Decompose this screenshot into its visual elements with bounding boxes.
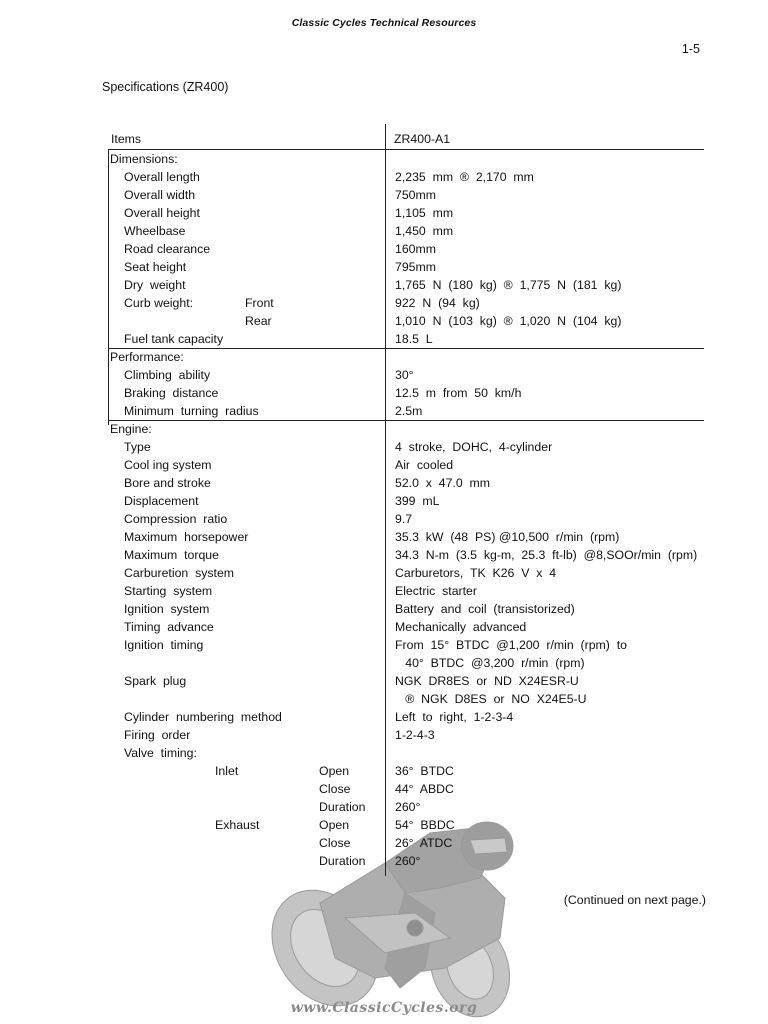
row-value: Air cooled <box>395 458 454 472</box>
row-subsublabel: Close <box>319 782 351 796</box>
row-sublabel: Exhaust <box>215 818 260 832</box>
row-value: From 15° BTDC @1,200 r/min (rpm) to <box>395 638 627 652</box>
table-row <box>0 294 768 312</box>
row-label: Wheelbase <box>124 224 186 238</box>
table-row <box>0 492 768 510</box>
table-row <box>0 420 768 438</box>
row-value: 30° <box>395 368 414 382</box>
row-value: 1,105 mm <box>395 206 454 220</box>
table-row <box>0 438 768 456</box>
row-label: Overall height <box>124 206 200 220</box>
row-subsublabel: Open <box>319 764 350 778</box>
table-row <box>0 564 768 582</box>
row-label: Curb weight: <box>124 296 194 310</box>
row-value: 26° ATDC <box>395 836 453 850</box>
row-label: Fuel tank capacity <box>124 332 224 346</box>
page-title: Specifications (ZR400) <box>102 80 229 94</box>
row-value: NGK DR8ES or ND X24ESR-U <box>395 674 579 688</box>
table-row <box>0 816 768 834</box>
row-label: Timing advance <box>124 620 214 634</box>
row-label: Starting system <box>124 584 213 598</box>
table-row <box>0 168 768 186</box>
row-value: 18.5 L <box>395 332 433 346</box>
row-label: Overall width <box>124 188 196 202</box>
row-label: Road clearance <box>124 242 211 256</box>
row-value: 795mm <box>395 260 437 274</box>
table-row <box>0 402 768 420</box>
row-label: Spark plug <box>124 674 187 688</box>
table-row <box>0 474 768 492</box>
row-label: Dimensions: <box>110 152 178 166</box>
row-value: 34.3 N-m (3.5 kg-m, 25.3 ft-lb) @8,SOOr/min (rpm) <box>395 548 698 562</box>
row-value: 2.5m <box>395 404 423 418</box>
row-subsublabel: Duration <box>319 854 366 868</box>
row-value: Left to right, 1-2-3-4 <box>395 710 514 724</box>
table-row <box>0 798 768 816</box>
watermark-site: www.ClassicCycles.org <box>290 1000 478 1016</box>
row-subsublabel: Duration <box>319 800 366 814</box>
table-row <box>0 150 768 168</box>
row-sublabel: Inlet <box>215 764 239 778</box>
row-value: 4 stroke, DOHC, 4-cylinder <box>395 440 553 454</box>
table-row <box>0 582 768 600</box>
row-value: Carburetors, TK K26 V x 4 <box>395 566 557 580</box>
row-subsublabel: Close <box>319 836 351 850</box>
row-label: Ignition system <box>124 602 210 616</box>
table-row <box>0 744 768 762</box>
row-value: 1,450 mm <box>395 224 454 238</box>
row-value: 36° BTDC <box>395 764 454 778</box>
row-label: Type <box>124 440 151 454</box>
column-header-model: ZR400-A1 <box>394 132 451 146</box>
table-row <box>0 636 768 654</box>
table-row <box>0 222 768 240</box>
row-label: Carburetion system <box>124 566 235 580</box>
row-label: Cylinder numbering method <box>124 710 282 724</box>
row-label: Overall length <box>124 170 200 184</box>
row-label: Performance: <box>110 350 184 364</box>
column-header-items: Items <box>111 132 142 146</box>
row-value: 160mm <box>395 242 437 256</box>
row-label: Maximum torque <box>124 548 219 562</box>
row-value: Mechanically advanced <box>395 620 527 634</box>
table-row <box>0 384 768 402</box>
table-row <box>0 546 768 564</box>
row-sublabel: Rear <box>245 314 272 328</box>
row-label: Minimum turning radius <box>124 404 259 418</box>
table-row <box>0 186 768 204</box>
row-label: Maximum horsepower <box>124 530 249 544</box>
row-label: Engine: <box>110 422 152 436</box>
row-value: 922 N (94 kg) <box>395 296 480 310</box>
row-label: Valve timing: <box>124 746 197 760</box>
row-value: 2,235 mm ® 2,170 mm <box>395 170 534 184</box>
row-label: Displacement <box>124 494 199 508</box>
row-value: 35.3 kW (48 PS) @10,500 r/min (rpm) <box>395 530 620 544</box>
row-sublabel: Front <box>245 296 274 310</box>
table-row <box>0 204 768 222</box>
table-row <box>0 330 768 348</box>
row-value: 1,765 N (180 kg) ® 1,775 N (181 kg) <box>395 278 622 292</box>
row-subsublabel: Open <box>319 818 350 832</box>
table-row <box>0 672 768 690</box>
table-row <box>0 366 768 384</box>
row-value: 1-2-4-3 <box>395 728 435 742</box>
table-row <box>0 528 768 546</box>
table-row <box>0 762 768 780</box>
continued-note: (Continued on next page.) <box>563 893 706 907</box>
table-row <box>0 348 768 366</box>
row-value: 40° BTDC @3,200 r/min (rpm) <box>395 656 585 670</box>
row-value: 9.7 <box>395 512 413 526</box>
row-label: Compression ratio <box>124 512 228 526</box>
row-value: Battery and coil (transistorized) <box>395 602 575 616</box>
row-value: 260° <box>395 854 421 868</box>
table-row <box>0 600 768 618</box>
table-row <box>0 780 768 798</box>
publisher-header: Classic Cycles Technical Resources <box>291 17 477 29</box>
table-row <box>0 258 768 276</box>
table-row <box>0 690 768 708</box>
row-value: Electric starter <box>395 584 477 598</box>
table-row <box>0 240 768 258</box>
row-value: 399 mL <box>395 494 440 508</box>
table-row <box>0 510 768 528</box>
row-value: 52.0 x 47.0 mm <box>395 476 491 490</box>
row-label: Ignition timing <box>124 638 204 652</box>
row-label: Climbing ability <box>124 368 211 382</box>
row-label: Dry weight <box>124 278 186 292</box>
row-value: 12.5 m from 50 km/h <box>395 386 522 400</box>
row-label: Cool ing system <box>124 458 212 472</box>
row-label: Firing order <box>124 728 191 742</box>
page-number: 1-5 <box>681 42 700 56</box>
row-value: 44° ABDC <box>395 782 454 796</box>
table-row <box>0 618 768 636</box>
row-value: ® NGK D8ES or NO X24E5-U <box>395 692 587 706</box>
row-value: 54° BBDC <box>395 818 455 832</box>
table-row <box>0 276 768 294</box>
row-value: 260° <box>395 800 421 814</box>
table-row <box>0 456 768 474</box>
table-row <box>0 834 768 852</box>
row-label: Seat height <box>124 260 187 274</box>
row-value: 1,010 N (103 kg) ® 1,020 N (104 kg) <box>395 314 622 328</box>
table-row <box>0 654 768 672</box>
table-row <box>0 312 768 330</box>
table-row <box>0 852 768 870</box>
table-row <box>0 726 768 744</box>
row-label: Braking distance <box>124 386 219 400</box>
row-value: 750mm <box>395 188 437 202</box>
row-label: Bore and stroke <box>124 476 211 490</box>
table-row <box>0 708 768 726</box>
